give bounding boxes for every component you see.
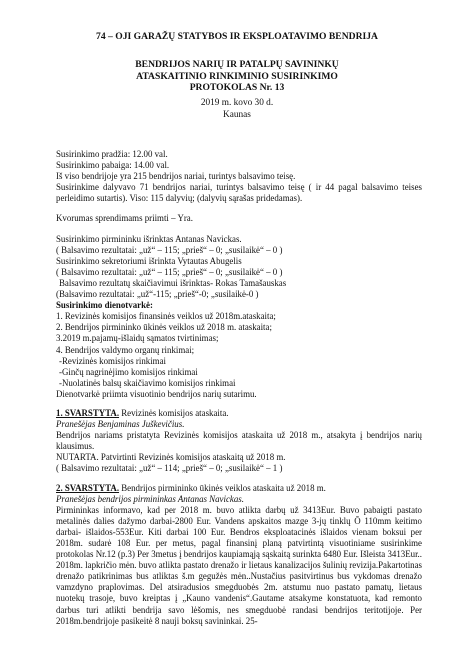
title-line-3: PROTOKOLAS Nr. 13: [189, 82, 285, 93]
meeting-start: Susirinkimo pradžia: 12.00 val.: [56, 149, 168, 159]
date-place: [0, 98, 474, 121]
agenda-heading: Susirinkimo dienotvarkė:: [56, 300, 153, 311]
agenda-subitem: -Revizinės komisijos rinkimai: [59, 355, 166, 366]
secretary-votes: ( Balsavimo rezultatai: „už“ – 115; „prieš“ – 0; „susilaikė“ – 0 ): [56, 266, 283, 277]
agenda-item: 1. Revizinės komisijos finansinės veiklos už 2018m.ataskaita;: [56, 311, 276, 322]
document-title: [0, 59, 474, 94]
section-1-speaker: Pranešėjas Benjaminas Juškevičius.: [56, 419, 185, 430]
section-1-votes: ( Balsavimo rezultatai: „už“ – 114; „prieš“ – 0; „susilaikė“ – 1 ): [56, 463, 283, 474]
section-1-text: Bendrijos nariams pristatyta Revizinės komisijos ataskaita už 2018 m., atsakyta į bendrijos narių klausimus.: [56, 430, 422, 452]
title-line-2: ATASKAITINIO RINKIMINIO SUSIRINKIMO: [136, 70, 338, 82]
section-1-decision: NUTARTA. Patvirtinti Revizinės komisijos ataskaitą už 2018 m.: [56, 452, 286, 463]
organization-title: 74 – OJI GARAŽŲ STATYBOS IR EKSPLOATAVIMO BENDRIJA: [96, 31, 378, 42]
members-total: Iš viso bendrijoje yra 215 bendrijos nariai, turintys balsavimo teisę.: [56, 171, 296, 182]
secretary-elected: Susirinkimo sekretoriumi išrinkta Vytautas Abugelis: [56, 255, 242, 266]
chair-elected: Susirinkimo pirmininku išrinktas Antanas Navickas.: [56, 233, 242, 244]
document-body: [56, 149, 422, 627]
section-2-speaker: Pranešėjas bendrijos pirmininkas Antanas Navickas.: [56, 493, 244, 504]
counter-elected: Balsavimo rezultatų skaičiavimui išrinktas- Rokas Tamašauskas: [59, 277, 287, 288]
attendance: Susirinkime dalyvavo 71 bendrijos nariai, turintys balsavimo teisę ( ir 44 pagal balsavimo teises perleidimo sutartis). Viso: 115 dalyvių; (dalyvių sąrašas pridedamas).: [56, 182, 422, 204]
section-1-heading: [56, 408, 422, 419]
agenda-subitem: -Nuolatinės balsų skaičiavimo komisijos rinkimai: [59, 377, 236, 388]
agenda-closing: Dienotvarkė priimta visuotinio bendrijos narių sutarimu.: [56, 388, 257, 399]
chair-votes: ( Balsavimo rezultatai: „už“ – 115; „prieš“ – 0; „susilaikė“ – 0 ): [56, 244, 283, 255]
section-2-number: 2. SVARSTYTA.: [56, 482, 120, 493]
agenda-item: 4. Bendrijos valdymo organų rinkimai;: [56, 344, 195, 355]
agenda-item: 3.2019 m.pajamų-išlaidų sąmatos tvirtinimas;: [56, 333, 219, 344]
agenda-item: 2. Bendrijos pirmininko ūkinės veiklos už 2018 m. ataskaita;: [56, 322, 272, 333]
document-place: Kaunas: [223, 109, 251, 120]
quorum: Kvorumas sprendimams priimti – Yra.: [56, 213, 193, 224]
agenda-subitem: -Ginčų nagrinėjimo komisijos rinkimai: [59, 366, 198, 377]
section-1-number: 1. SVARSTYTA.: [56, 407, 120, 418]
title-line-1: BENDRIJOS NARIŲ IR PATALPŲ SAVININKŲ: [135, 59, 339, 70]
section-2-text: Pirmininkas informavo, kad per 2018 m. buvo atlikta darbų už 3413Eur. Buvo pabaigti pastato metalinės dalies dažymo darbai-2800 Eur. Vandens apskaitos mazge 3-jų tinklų Ō 110mm keitimo darbai- išlaidos-553Eur. Kiti darbai 100 Eur. Bendros eksploatacinės išlaidos vienam boksui per 2018m. sudarė 108 Eur. per metus, pagal finansinį planą patvirtintą visuotiniame susirinkime protokolas Nr.12 (p.3) Per 3metus į bendrijos kaupiamąją sąskaitą surinkta 6480 Eur. Išleista 3413Eur.. 2018m. lapkričio mėn. buvo atlikta pastato drenažo ir lietaus kanalizacijos šulinių revizija.Pakartotinas drenažo patikrinimas bus atliktas š.m gegužės mėn..Nustačius pasitvirtinus bus vykdomas drenažo vamzdyno praplovimas. Del atsiradusios smegduobės 2m. atstumu nuo pastato pamatų, lietaus nuotekų trasoje, buvo kreiptas į „Kauno vandenis“.Gautame atsakyme konstatuota, kad remonto darbus turi atlikti bendrija savo lėšomis, nes smegduobė randasi bendrijos teritotijoje. Per 2018m.bendrijoje pasikeitė 8 nauji boksų savininkai. 25-: [56, 504, 422, 626]
counter-votes: (Balsavimo rezultatai: „už“-115; „prieš“-0; „susilaikė-0 ): [56, 289, 259, 300]
section-2-heading: [56, 483, 422, 494]
meeting-end: Susirinkimo pabaiga: 14.00 val.: [56, 160, 170, 171]
section-2-title: Bendrijos pirmininko ūkinės veiklos ataskaita už 2018 m.: [119, 482, 326, 493]
document-date: 2019 m. kovo 30 d.: [200, 98, 274, 108]
section-1-title: Revizinės komisijos ataskaita.: [119, 407, 229, 418]
